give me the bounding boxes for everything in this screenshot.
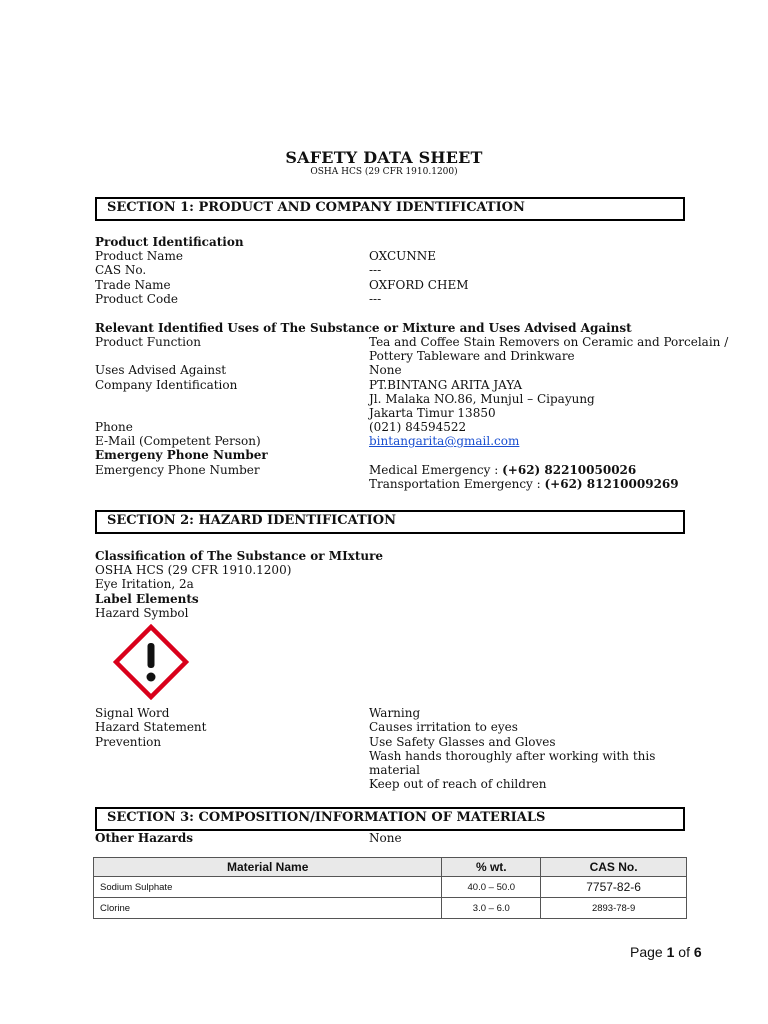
section-1-heading: SECTION 1: PRODUCT AND COMPANY IDENTIFICATION: [107, 200, 525, 215]
relevant-uses-heading: Relevant Identified Uses of The Substance or Mixture and Uses Advised Against: [95, 321, 632, 335]
prevention-line-2: Wash hands thoroughly after working with this: [369, 749, 656, 763]
emergency-label: Emergency Phone Number: [95, 463, 260, 477]
cas-value: ---: [369, 263, 382, 277]
percent-cell: 40.0 – 50.0: [442, 877, 541, 898]
hazard-statement-value: Causes irritation to eyes: [369, 720, 518, 734]
page-current: 1: [666, 944, 675, 960]
company-city: Jakarta Timur 13850: [369, 406, 496, 420]
signal-word-value: Warning: [369, 706, 421, 720]
page-number: [630, 944, 702, 960]
medical-emergency-label: Medical Emergency :: [369, 463, 503, 477]
prevention-line-3: material: [369, 763, 421, 777]
section-2-heading: SECTION 2: HAZARD IDENTIFICATION: [107, 513, 396, 528]
phone-value: (021) 84594522: [369, 420, 467, 434]
product-name-label: Product Name: [95, 249, 183, 263]
transport-emergency-number: (+62) 81210009269: [544, 477, 679, 491]
exclamation-mark-pictogram-icon: [113, 624, 189, 700]
section-1-heading-box: [95, 197, 685, 221]
email-link[interactable]: bintangarita@gmail.com: [369, 434, 520, 448]
table-header-row: [94, 858, 687, 877]
emergency-heading: Emergeny Phone Number: [95, 448, 268, 462]
company-address: Jl. Malaka NO.86, Munjul – Cipayung: [369, 392, 595, 406]
prevention-line-1: Use Safety Glasses and Gloves: [369, 735, 556, 749]
material-name-cell: Sodium Sulphate: [94, 877, 442, 898]
product-function-value: Tea and Coffee Stain Removers on Ceramic and Porcelain /: [369, 335, 729, 349]
eye-irritation: Eye Iritation, 2a: [95, 577, 194, 591]
cas-label: CAS No.: [95, 263, 147, 277]
materials-table: [93, 857, 687, 919]
product-identification-heading: Product Identification: [95, 235, 244, 249]
section-3-heading: SECTION 3: COMPOSITION/INFORMATION OF MATERIALS: [107, 810, 546, 825]
prevention-label: Prevention: [95, 735, 162, 749]
percent-cell: 3.0 – 6.0: [442, 898, 541, 919]
column-header-percent-wt: % wt.: [442, 858, 541, 877]
transport-emergency: [369, 477, 679, 491]
hazard-symbol-label: Hazard Symbol: [95, 606, 189, 620]
product-code-value: ---: [369, 292, 382, 306]
company-name: PT.BINTANG ARITA JAYA: [369, 378, 523, 392]
table-row: [94, 877, 687, 898]
phone-label: Phone: [95, 420, 133, 434]
column-header-material-name: Material Name: [94, 858, 442, 877]
trade-name-value: OXFORD CHEM: [369, 278, 469, 292]
cas-cell: 7757-82-6: [541, 877, 687, 898]
hazard-statement-label: Hazard Statement: [95, 720, 207, 734]
osha-classification: OSHA HCS (29 CFR 1910.1200): [95, 563, 292, 577]
company-label: Company Identification: [95, 378, 238, 392]
section-3-heading-box: [95, 807, 685, 831]
transport-emergency-label: Transportation Emergency :: [369, 477, 545, 491]
trade-name-label: Trade Name: [95, 278, 171, 292]
table-row: [94, 898, 687, 919]
document-subtitle: OSHA HCS (29 CFR 1910.1200): [310, 167, 458, 177]
cas-cell: 2893-78-9: [541, 898, 687, 919]
medical-emergency: [369, 463, 636, 477]
other-hazards-label: Other Hazards: [95, 831, 194, 845]
section-2-heading-box: [95, 510, 685, 534]
page-label: Page: [630, 944, 667, 960]
product-code-label: Product Code: [95, 292, 178, 306]
label-elements-heading: Label Elements: [95, 592, 199, 606]
product-name-value: OXCUNNE: [369, 249, 437, 263]
material-name-cell: Clorine: [94, 898, 442, 919]
email-label: E-Mail (Competent Person): [95, 434, 261, 448]
prevention-line-4: Keep out of reach of children: [369, 777, 547, 791]
other-hazards-value: None: [369, 831, 402, 845]
uses-advised-value: None: [369, 363, 402, 377]
product-function-value-cont: Pottery Tableware and Drinkware: [369, 349, 575, 363]
signal-word-label: Signal Word: [95, 706, 170, 720]
medical-emergency-number: (+62) 82210050026: [502, 463, 637, 477]
uses-advised-label: Uses Advised Against: [95, 363, 227, 377]
document-title: SAFETY DATA SHEET: [285, 148, 483, 167]
product-function-label: Product Function: [95, 335, 201, 349]
column-header-cas-no: CAS No.: [541, 858, 687, 877]
classification-heading: Classification of The Substance or MIxture: [95, 549, 384, 563]
of-label: of: [674, 944, 694, 960]
page-total: 6: [693, 944, 702, 960]
